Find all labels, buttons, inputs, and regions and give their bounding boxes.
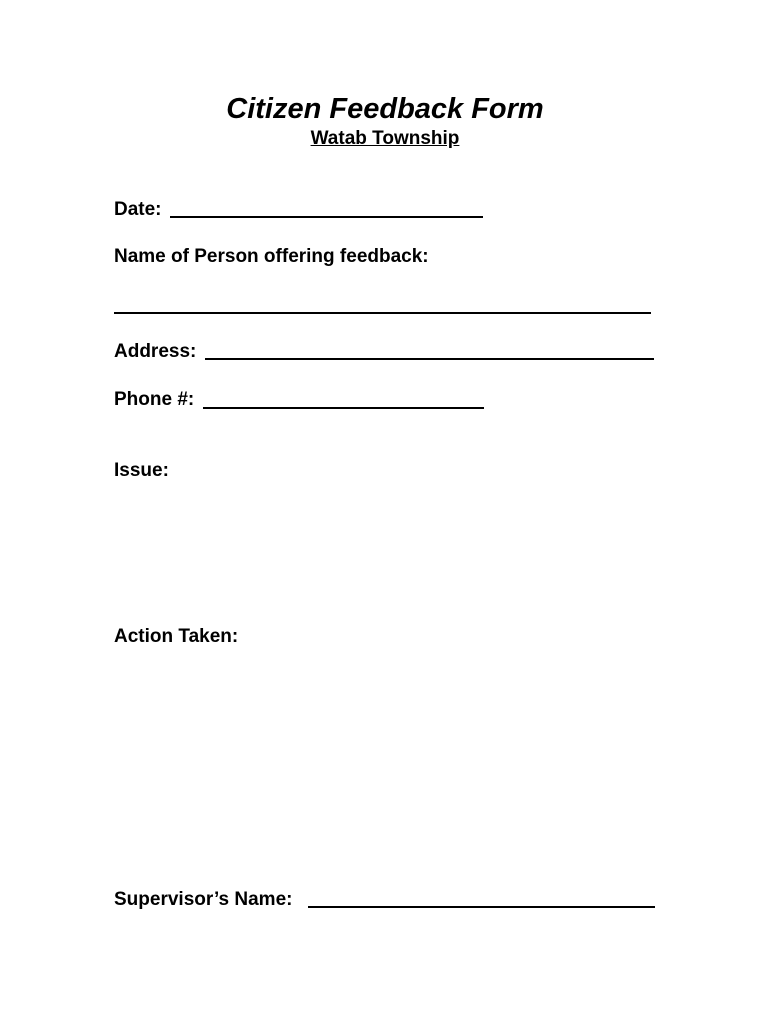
phone-field[interactable] [203, 407, 484, 409]
action-taken-label: Action Taken: [114, 626, 239, 647]
address-label: Address: [114, 341, 197, 362]
name-field[interactable] [114, 312, 651, 314]
form-subtitle: Watab Township [310, 128, 460, 149]
issue-label: Issue: [114, 460, 169, 481]
form-title: Citizen Feedback Form [226, 93, 544, 125]
phone-label: Phone #: [114, 389, 195, 410]
date-field[interactable] [170, 216, 483, 218]
name-label: Name of Person offering feedback: [114, 246, 429, 267]
date-label: Date: [114, 199, 162, 220]
supervisor-name-label: Supervisor’s Name: [114, 889, 293, 910]
supervisor-name-field[interactable] [308, 906, 655, 908]
address-field[interactable] [205, 358, 654, 360]
